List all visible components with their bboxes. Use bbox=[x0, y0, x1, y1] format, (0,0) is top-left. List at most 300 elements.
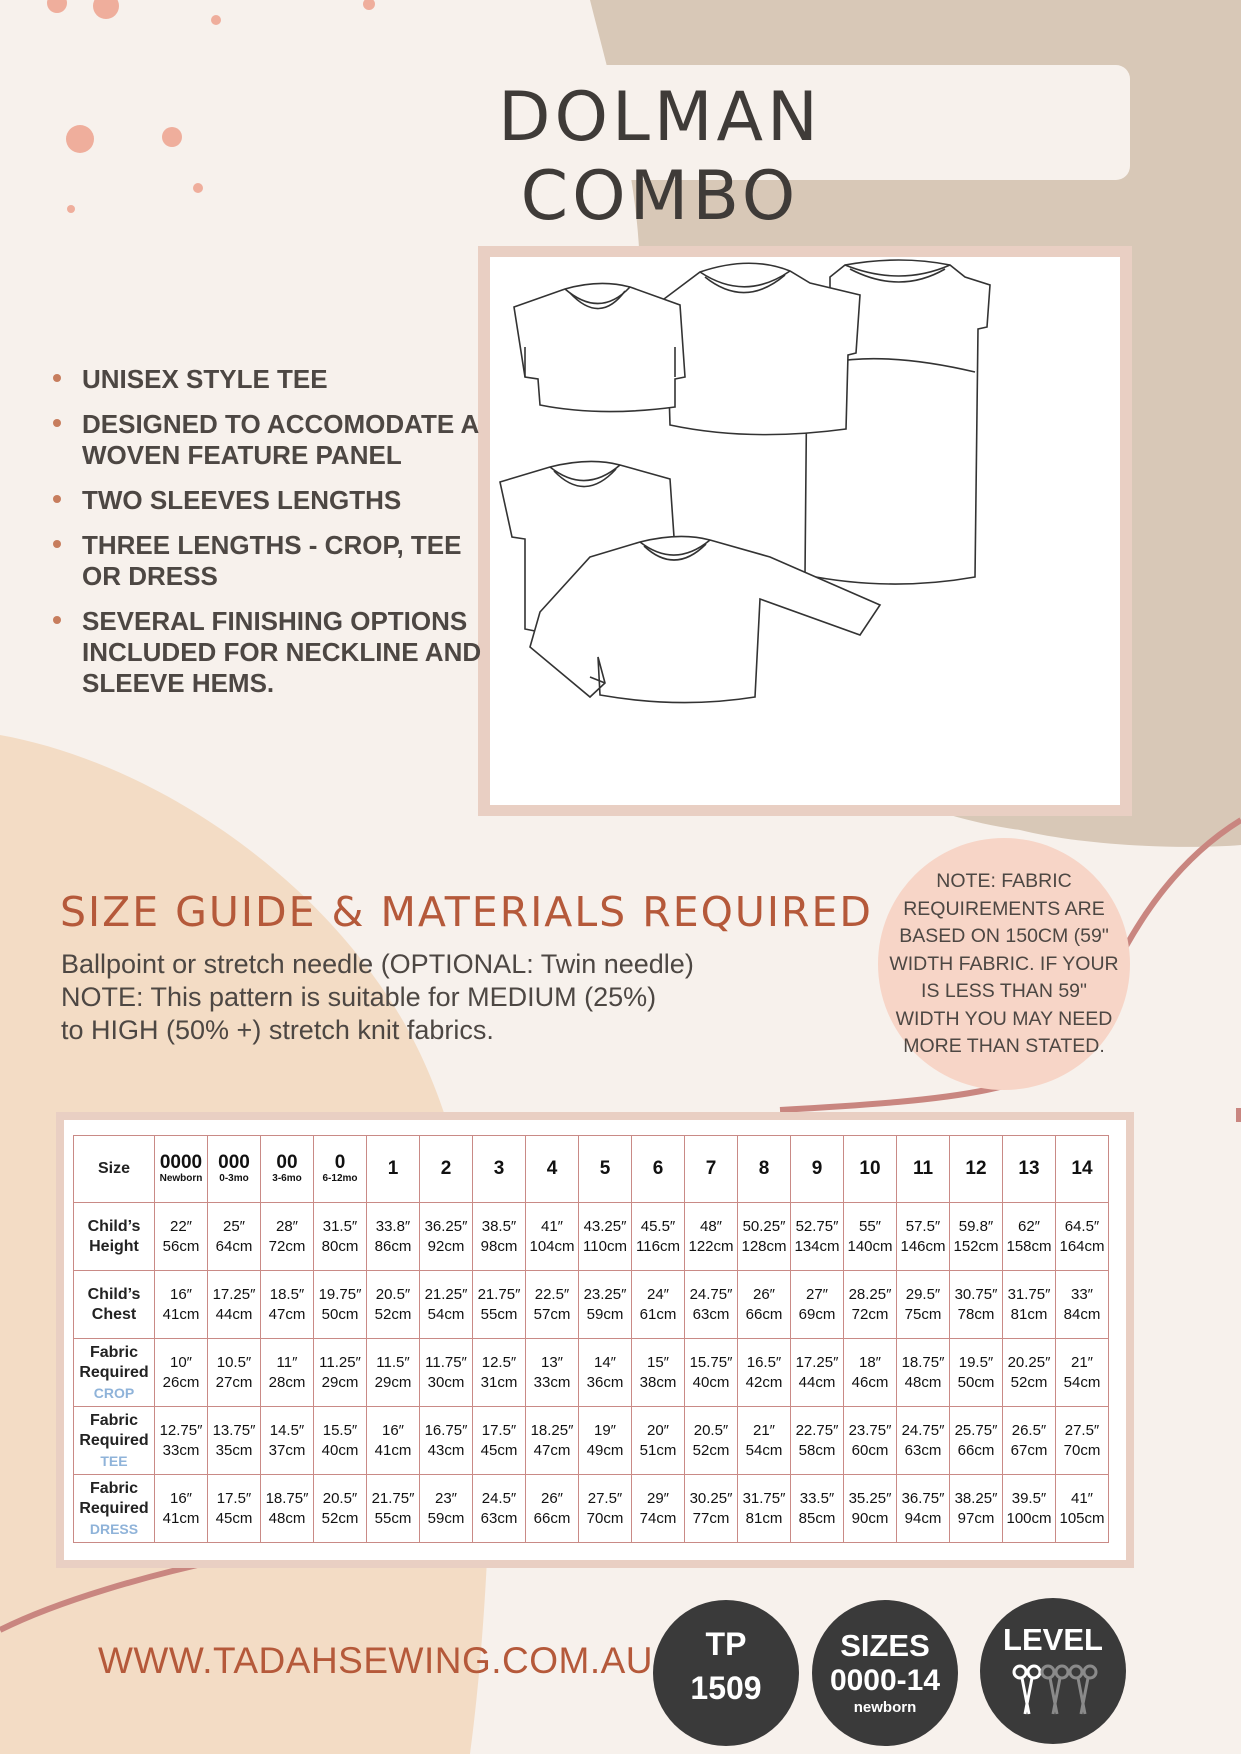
value-inches: 15.75″ bbox=[689, 1353, 733, 1371]
table-cell bbox=[314, 1339, 367, 1407]
table-cell bbox=[473, 1475, 526, 1543]
value-inches: 38.25″ bbox=[954, 1489, 998, 1507]
value-inches: 12.75″ bbox=[159, 1421, 203, 1439]
table-cell bbox=[155, 1271, 208, 1339]
row-label-text: Fabric bbox=[89, 1479, 138, 1497]
table-cell bbox=[791, 1271, 844, 1339]
value-inches: 36.25″ bbox=[424, 1217, 468, 1235]
value-cm: 54cm bbox=[745, 1441, 783, 1459]
value-inches: 13.75″ bbox=[212, 1421, 256, 1439]
table-cell bbox=[844, 1339, 897, 1407]
size-label: 3 bbox=[493, 1158, 505, 1179]
value-cm: 28cm bbox=[268, 1373, 306, 1391]
size-header-cell bbox=[950, 1136, 1003, 1203]
value-cm: 30cm bbox=[427, 1373, 465, 1391]
value-cm: 85cm bbox=[798, 1509, 836, 1527]
table-cell bbox=[1056, 1339, 1109, 1407]
value-inches: 19″ bbox=[594, 1421, 616, 1439]
value-cm: 45cm bbox=[480, 1441, 518, 1459]
value-inches: 17.5″ bbox=[481, 1421, 517, 1439]
value-inches: 17.5″ bbox=[216, 1489, 252, 1507]
size-header-cell bbox=[844, 1136, 897, 1203]
table-cell bbox=[738, 1407, 791, 1475]
value-inches: 41″ bbox=[1071, 1489, 1093, 1507]
value-inches: 52.75″ bbox=[795, 1217, 839, 1235]
value-cm: 94cm bbox=[904, 1509, 942, 1527]
size-age-label: 6-12mo bbox=[322, 1173, 358, 1184]
value-cm: 36cm bbox=[586, 1373, 624, 1391]
table-cell bbox=[208, 1271, 261, 1339]
size-label: 000 bbox=[218, 1152, 250, 1173]
size-guide-heading: SIZE GUIDE & MATERIALS REQUIRED bbox=[60, 888, 873, 936]
value-inches: 20.5″ bbox=[375, 1285, 411, 1303]
value-inches: 11″ bbox=[276, 1353, 298, 1371]
value-inches: 30.25″ bbox=[689, 1489, 733, 1507]
table-cell bbox=[791, 1203, 844, 1271]
table-cell bbox=[1056, 1203, 1109, 1271]
value-inches: 29″ bbox=[647, 1489, 669, 1507]
table-cell bbox=[685, 1203, 738, 1271]
table-cell bbox=[261, 1339, 314, 1407]
value-cm: 67cm bbox=[1010, 1441, 1048, 1459]
garment-illustration bbox=[490, 257, 1120, 805]
value-inches: 41″ bbox=[541, 1217, 563, 1235]
value-inches: 26.5″ bbox=[1011, 1421, 1047, 1439]
value-cm: 40cm bbox=[321, 1441, 359, 1459]
size-header-cell bbox=[473, 1136, 526, 1203]
value-inches: 15.5″ bbox=[322, 1421, 358, 1439]
value-inches: 10.5″ bbox=[216, 1353, 252, 1371]
table-cell bbox=[208, 1407, 261, 1475]
value-cm: 29cm bbox=[374, 1373, 412, 1391]
value-cm: 29cm bbox=[321, 1373, 359, 1391]
size-header-cell bbox=[261, 1136, 314, 1203]
value-inches: 14.5″ bbox=[269, 1421, 305, 1439]
value-cm: 74cm bbox=[639, 1509, 677, 1527]
row-label-text: Child’s bbox=[87, 1285, 141, 1303]
value-inches: 38.5″ bbox=[481, 1217, 517, 1235]
value-inches: 59.8″ bbox=[958, 1217, 994, 1235]
value-cm: 44cm bbox=[798, 1373, 836, 1391]
size-label: 14 bbox=[1071, 1158, 1093, 1179]
value-inches: 27″ bbox=[806, 1285, 828, 1303]
value-cm: 122cm bbox=[688, 1237, 734, 1255]
value-cm: 52cm bbox=[1010, 1373, 1048, 1391]
table-cell bbox=[791, 1339, 844, 1407]
value-inches: 45.5″ bbox=[640, 1217, 676, 1235]
size-label: 4 bbox=[546, 1158, 558, 1179]
size-label: 2 bbox=[440, 1158, 452, 1179]
row-label bbox=[74, 1475, 155, 1543]
value-cm: 55cm bbox=[374, 1509, 412, 1527]
table-cell bbox=[473, 1271, 526, 1339]
size-header-cell bbox=[1003, 1136, 1056, 1203]
value-inches: 23.75″ bbox=[848, 1421, 892, 1439]
value-cm: 81cm bbox=[745, 1509, 783, 1527]
value-cm: 46cm bbox=[851, 1373, 889, 1391]
row-label-text: Child’s bbox=[87, 1217, 141, 1235]
feature-item: UNISEX STYLE TEE bbox=[50, 364, 490, 395]
value-cm: 104cm bbox=[529, 1237, 575, 1255]
value-cm: 81cm bbox=[1010, 1305, 1048, 1323]
table-cell bbox=[420, 1203, 473, 1271]
table-cell bbox=[685, 1407, 738, 1475]
value-cm: 45cm bbox=[215, 1509, 253, 1527]
table-cell bbox=[632, 1271, 685, 1339]
table-cell bbox=[897, 1271, 950, 1339]
value-cm: 116cm bbox=[636, 1237, 680, 1255]
table-cell bbox=[685, 1339, 738, 1407]
table-cell bbox=[950, 1407, 1003, 1475]
value-inches: 20.25″ bbox=[1007, 1353, 1051, 1371]
value-cm: 54cm bbox=[1063, 1373, 1101, 1391]
size-label: 1 bbox=[387, 1158, 399, 1179]
value-inches: 20.5″ bbox=[322, 1489, 358, 1507]
feature-item: THREE LENGTHS - CROP, TEE OR DRESS bbox=[50, 530, 490, 592]
value-cm: 158cm bbox=[1006, 1237, 1052, 1255]
value-inches: 12.5″ bbox=[481, 1353, 517, 1371]
size-label: 12 bbox=[965, 1158, 987, 1179]
table-cell bbox=[579, 1271, 632, 1339]
tee-drawing bbox=[658, 263, 860, 434]
fabric-note-text: NOTE: FABRIC REQUIREMENTS ARE BASED ON 150CM (59" WIDTH FABRIC. IF YOUR IS LESS THAN 59" WIDTH YOU MAY NEED MORE THAN STATED. bbox=[889, 870, 1119, 1057]
table-cell bbox=[791, 1475, 844, 1543]
value-cm: 33cm bbox=[162, 1441, 200, 1459]
value-inches: 14″ bbox=[594, 1353, 616, 1371]
pattern-title: DOLMAN COMBO bbox=[498, 78, 822, 236]
value-inches: 35.25″ bbox=[848, 1489, 892, 1507]
scissors-icon-empty bbox=[1070, 1666, 1096, 1714]
value-cm: 72cm bbox=[851, 1305, 889, 1323]
table-cell bbox=[1003, 1475, 1056, 1543]
value-cm: 27cm bbox=[215, 1373, 253, 1391]
value-cm: 59cm bbox=[427, 1509, 465, 1527]
size-header-cell bbox=[314, 1136, 367, 1203]
value-inches: 19.5″ bbox=[958, 1353, 994, 1371]
value-cm: 60cm bbox=[851, 1441, 889, 1459]
table-row bbox=[74, 1407, 1109, 1475]
value-cm: 92cm bbox=[427, 1237, 465, 1255]
stretch-note-line1: NOTE: This pattern is suitable for MEDIUM (25%) bbox=[61, 982, 657, 1012]
table-cell bbox=[738, 1271, 791, 1339]
value-cm: 50cm bbox=[957, 1373, 995, 1391]
table-cell bbox=[1003, 1271, 1056, 1339]
value-cm: 98cm bbox=[480, 1237, 518, 1255]
size-header-cell bbox=[632, 1136, 685, 1203]
value-inches: 23″ bbox=[435, 1489, 457, 1507]
size-label: 8 bbox=[758, 1158, 770, 1179]
value-inches: 33.8″ bbox=[375, 1217, 411, 1235]
value-inches: 18.75″ bbox=[265, 1489, 309, 1507]
table-cell bbox=[844, 1271, 897, 1339]
value-cm: 105cm bbox=[1059, 1509, 1105, 1527]
table-cell bbox=[1056, 1475, 1109, 1543]
table-cell bbox=[155, 1203, 208, 1271]
value-cm: 86cm bbox=[374, 1237, 412, 1255]
value-inches: 31.75″ bbox=[742, 1489, 786, 1507]
value-inches: 16″ bbox=[382, 1421, 404, 1439]
table-cell bbox=[1003, 1203, 1056, 1271]
table-cell bbox=[738, 1203, 791, 1271]
materials-notes bbox=[61, 948, 741, 1047]
value-cm: 38cm bbox=[639, 1373, 677, 1391]
value-inches: 28″ bbox=[276, 1217, 298, 1235]
value-inches: 24.5″ bbox=[481, 1489, 517, 1507]
value-inches: 11.25″ bbox=[319, 1353, 361, 1371]
value-inches: 55″ bbox=[859, 1217, 881, 1235]
row-label-text: Required bbox=[79, 1431, 149, 1449]
scissors-icon bbox=[980, 1660, 1126, 1720]
value-inches: 11.5″ bbox=[376, 1353, 410, 1371]
value-cm: 146cm bbox=[900, 1237, 946, 1255]
value-inches: 20.5″ bbox=[693, 1421, 729, 1439]
row-label-text: Required bbox=[79, 1363, 149, 1381]
value-inches: 13″ bbox=[541, 1353, 563, 1371]
size-header-cell bbox=[420, 1136, 473, 1203]
value-cm: 57cm bbox=[533, 1305, 571, 1323]
value-cm: 50cm bbox=[321, 1305, 359, 1323]
table-cell bbox=[155, 1339, 208, 1407]
row-label bbox=[74, 1339, 155, 1407]
table-cell bbox=[632, 1407, 685, 1475]
value-inches: 22.75″ bbox=[795, 1421, 839, 1439]
value-inches: 64.5″ bbox=[1064, 1217, 1100, 1235]
table-cell bbox=[314, 1407, 367, 1475]
value-inches: 18.25″ bbox=[530, 1421, 574, 1439]
table-cell bbox=[314, 1475, 367, 1543]
size-chart-table bbox=[73, 1135, 1109, 1543]
size-label: 10 bbox=[859, 1158, 881, 1179]
size-header-cell bbox=[1056, 1136, 1109, 1203]
value-inches: 24″ bbox=[647, 1285, 669, 1303]
value-cm: 47cm bbox=[533, 1441, 571, 1459]
value-inches: 25″ bbox=[223, 1217, 245, 1235]
value-inches: 22.5″ bbox=[534, 1285, 570, 1303]
row-label-text: Required bbox=[79, 1499, 149, 1517]
table-cell bbox=[844, 1203, 897, 1271]
value-cm: 70cm bbox=[586, 1509, 624, 1527]
value-inches: 48″ bbox=[700, 1217, 722, 1235]
value-inches: 33.5″ bbox=[799, 1489, 835, 1507]
table-cell bbox=[420, 1475, 473, 1543]
size-header-cell bbox=[155, 1136, 208, 1203]
stretch-note-line2: to HIGH (50% +) stretch knit fabrics. bbox=[61, 1015, 494, 1045]
value-inches: 36.75″ bbox=[901, 1489, 945, 1507]
size-age-label: Newborn bbox=[159, 1173, 203, 1184]
value-cm: 66cm bbox=[957, 1441, 995, 1459]
value-cm: 100cm bbox=[1006, 1509, 1052, 1527]
value-inches: 16″ bbox=[170, 1285, 192, 1303]
table-cell bbox=[367, 1339, 420, 1407]
level-badge bbox=[980, 1598, 1126, 1744]
table-row bbox=[74, 1475, 1109, 1543]
value-cm: 134cm bbox=[794, 1237, 840, 1255]
value-cm: 140cm bbox=[847, 1237, 893, 1255]
table-cell bbox=[367, 1203, 420, 1271]
table-cell bbox=[632, 1339, 685, 1407]
size-label: 5 bbox=[599, 1158, 611, 1179]
table-cell bbox=[950, 1271, 1003, 1339]
pattern-number-badge bbox=[653, 1600, 799, 1746]
table-cell bbox=[579, 1339, 632, 1407]
table-row bbox=[74, 1339, 1109, 1407]
table-cell bbox=[526, 1475, 579, 1543]
value-cm: 47cm bbox=[268, 1305, 306, 1323]
table-cell bbox=[261, 1271, 314, 1339]
sizes-range: 0000-14 bbox=[829, 1664, 941, 1697]
size-label: 11 bbox=[912, 1158, 934, 1179]
value-cm: 110cm bbox=[583, 1237, 627, 1255]
size-label: 9 bbox=[811, 1158, 823, 1179]
feature-item: SEVERAL FINISHING OPTIONS INCLUDED FOR NECKLINE AND SLEEVE HEMS. bbox=[50, 606, 490, 699]
table-cell bbox=[473, 1339, 526, 1407]
value-inches: 27.5″ bbox=[1064, 1421, 1100, 1439]
size-label: 13 bbox=[1018, 1158, 1040, 1179]
size-header-label: Size bbox=[74, 1136, 155, 1203]
value-cm: 44cm bbox=[215, 1305, 253, 1323]
table-cell bbox=[526, 1271, 579, 1339]
table-cell bbox=[632, 1203, 685, 1271]
level-label: LEVEL bbox=[1003, 1622, 1103, 1657]
table-cell bbox=[420, 1339, 473, 1407]
row-label-text: Fabric bbox=[89, 1411, 138, 1429]
value-inches: 28.25″ bbox=[848, 1285, 892, 1303]
value-inches: 21.25″ bbox=[424, 1285, 468, 1303]
needle-note: Ballpoint or stretch needle (OPTIONAL: Twin needle) bbox=[61, 949, 694, 979]
table-cell bbox=[526, 1203, 579, 1271]
table-cell bbox=[950, 1339, 1003, 1407]
table-cell bbox=[579, 1407, 632, 1475]
value-cm: 128cm bbox=[741, 1237, 787, 1255]
value-inches: 31.5″ bbox=[322, 1217, 358, 1235]
table-cell bbox=[367, 1407, 420, 1475]
table-cell bbox=[155, 1475, 208, 1543]
size-header-cell bbox=[738, 1136, 791, 1203]
row-length-tag: CROP bbox=[93, 1384, 135, 1401]
row-label-text: Height bbox=[89, 1237, 139, 1255]
value-cm: 31cm bbox=[480, 1373, 518, 1391]
value-cm: 41cm bbox=[162, 1509, 200, 1527]
value-cm: 66cm bbox=[533, 1509, 571, 1527]
value-cm: 64cm bbox=[215, 1237, 253, 1255]
table-cell bbox=[897, 1339, 950, 1407]
table-cell bbox=[844, 1475, 897, 1543]
value-inches: 57.5″ bbox=[905, 1217, 941, 1235]
value-inches: 21″ bbox=[1071, 1353, 1093, 1371]
table-cell bbox=[844, 1407, 897, 1475]
value-inches: 27.5″ bbox=[587, 1489, 623, 1507]
crop-top-drawing bbox=[514, 283, 685, 411]
feature-item: TWO SLEEVES LENGTHS bbox=[50, 485, 490, 516]
row-length-tag: DRESS bbox=[89, 1520, 139, 1537]
value-cm: 33cm bbox=[533, 1373, 571, 1391]
value-inches: 22″ bbox=[170, 1217, 192, 1235]
row-label-text: Fabric bbox=[89, 1343, 138, 1361]
value-inches: 62″ bbox=[1018, 1217, 1040, 1235]
value-cm: 152cm bbox=[953, 1237, 999, 1255]
sizes-newborn: newborn bbox=[853, 1699, 917, 1716]
table-cell bbox=[208, 1203, 261, 1271]
value-cm: 52cm bbox=[374, 1305, 412, 1323]
table-cell bbox=[791, 1407, 844, 1475]
garment-line-drawings bbox=[490, 257, 1120, 805]
value-inches: 16.75″ bbox=[424, 1421, 468, 1439]
size-age-label: 0-3mo bbox=[219, 1173, 249, 1184]
value-cm: 54cm bbox=[427, 1305, 465, 1323]
size-header-cell bbox=[208, 1136, 261, 1203]
value-inches: 17.25″ bbox=[212, 1285, 256, 1303]
table-cell bbox=[208, 1339, 261, 1407]
value-inches: 18″ bbox=[859, 1353, 881, 1371]
size-label: 7 bbox=[705, 1158, 717, 1179]
row-label bbox=[74, 1203, 155, 1271]
table-cell bbox=[261, 1407, 314, 1475]
value-cm: 66cm bbox=[745, 1305, 783, 1323]
value-cm: 48cm bbox=[268, 1509, 306, 1527]
table-row bbox=[74, 1271, 1109, 1339]
value-inches: 21.75″ bbox=[371, 1489, 415, 1507]
website-link[interactable]: WWW.TADAHSEWING.COM.AU bbox=[98, 1640, 653, 1681]
value-cm: 26cm bbox=[162, 1373, 200, 1391]
value-cm: 59cm bbox=[586, 1305, 624, 1323]
value-cm: 63cm bbox=[692, 1305, 730, 1323]
value-cm: 41cm bbox=[374, 1441, 412, 1459]
table-cell bbox=[632, 1475, 685, 1543]
size-header-cell bbox=[367, 1136, 420, 1203]
table-cell bbox=[261, 1203, 314, 1271]
table-cell bbox=[155, 1407, 208, 1475]
value-cm: 75cm bbox=[904, 1305, 942, 1323]
table-cell bbox=[1056, 1407, 1109, 1475]
row-label bbox=[74, 1407, 155, 1475]
size-age-label: 3-6mo bbox=[272, 1173, 302, 1184]
value-cm: 56cm bbox=[162, 1237, 200, 1255]
table-cell bbox=[1003, 1339, 1056, 1407]
value-cm: 40cm bbox=[692, 1373, 730, 1391]
size-header-cell bbox=[685, 1136, 738, 1203]
table-cell bbox=[473, 1203, 526, 1271]
table-cell bbox=[685, 1271, 738, 1339]
value-inches: 33″ bbox=[1071, 1285, 1093, 1303]
scissors-icon-filled bbox=[1014, 1666, 1040, 1714]
value-cm: 52cm bbox=[321, 1509, 359, 1527]
table-cell bbox=[420, 1271, 473, 1339]
table-cell bbox=[208, 1475, 261, 1543]
table-cell bbox=[950, 1203, 1003, 1271]
value-inches: 18.75″ bbox=[901, 1353, 945, 1371]
table-cell bbox=[473, 1407, 526, 1475]
value-cm: 51cm bbox=[639, 1441, 677, 1459]
table-cell bbox=[314, 1271, 367, 1339]
value-inches: 24.75″ bbox=[901, 1421, 945, 1439]
size-header-cell bbox=[579, 1136, 632, 1203]
value-cm: 43cm bbox=[427, 1441, 465, 1459]
value-cm: 61cm bbox=[639, 1305, 677, 1323]
table-cell bbox=[367, 1271, 420, 1339]
table-cell bbox=[738, 1475, 791, 1543]
table-cell bbox=[950, 1475, 1003, 1543]
row-label-text: Chest bbox=[91, 1305, 137, 1323]
value-inches: 39.5″ bbox=[1011, 1489, 1047, 1507]
value-cm: 52cm bbox=[692, 1441, 730, 1459]
value-inches: 24.75″ bbox=[689, 1285, 733, 1303]
value-inches: 11.75″ bbox=[425, 1353, 467, 1371]
value-cm: 58cm bbox=[798, 1441, 836, 1459]
value-cm: 35cm bbox=[215, 1441, 253, 1459]
value-cm: 48cm bbox=[904, 1373, 942, 1391]
table-cell bbox=[261, 1475, 314, 1543]
value-cm: 80cm bbox=[321, 1237, 359, 1255]
